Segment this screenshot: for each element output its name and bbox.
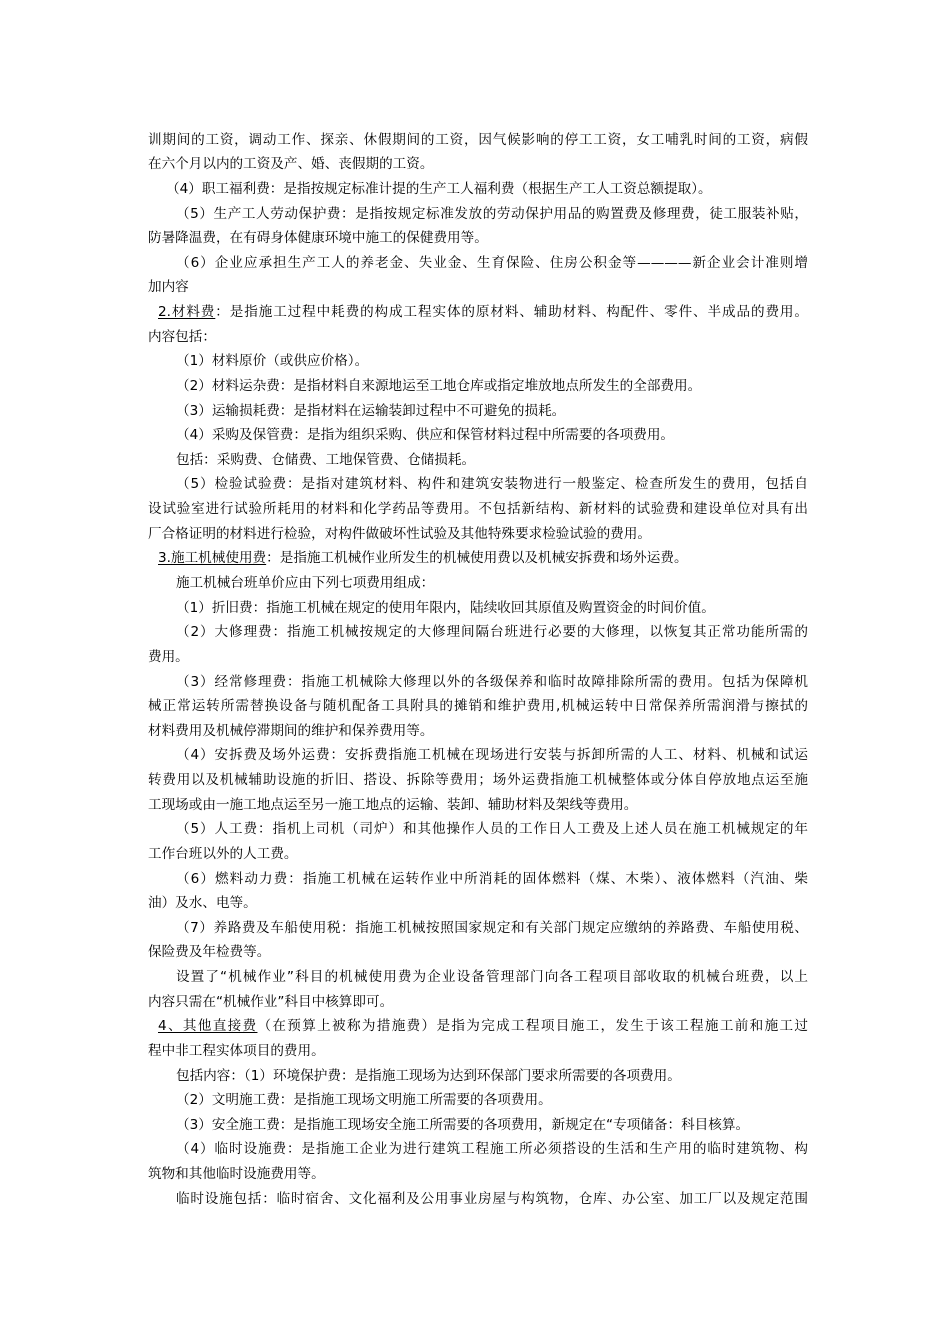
text-line: （2）材料运杂费：是指材料自来源地运至工地仓库或指定堆放地点所发生的全部费用。 [176,378,702,394]
text-line: （4）职工福利费：是指按规定标准计提的生产工人福利费（根据生产工人工资总额提取）。 [166,181,712,197]
text-line: 设置了“机械作业”科目的机械使用费为企业设备管理部门向各工程项目部收取的机械台班费，以上 [176,969,808,985]
section-heading-text: （在预算上被称为措施费）是指为完成工程项目施工，发生于该工程施工前和施工过 [257,1018,808,1034]
text-line: 临时设施包括：临时宿舍、文化福利及公用事业房屋与构筑物，仓库、办公室、加工厂以及规定范围 [176,1191,808,1207]
text-line: （6）燃料动力费：指施工机械在运转作业中所消耗的固体燃料（煤、木柴）、液体燃料（汽油、柴 [176,871,808,887]
text-line: 训期间的工资，调动工作、探亲、休假期间的工资，因气候影响的停工工资，女工哺乳时间的工资，病假 [148,132,808,148]
text-line: （5）检验试验费：是指对建筑材料、构件和建筑安装物进行一般鉴定、检查所发生的费用，包括自 [176,476,808,492]
text-line: （3）安全施工费：是指施工现场安全施工所需要的各项费用，新规定在“专项储备：科目核算。 [176,1117,750,1133]
text-line: 工作台班以外的人工费。 [148,846,298,862]
text-line: 包括：采购费、仓储费、工地保管费、仓储损耗。 [176,452,476,468]
section-heading-materials [158,303,808,321]
text-line: 内容只需在“机械作业”科目中核算即可。 [148,994,394,1010]
text-line: （4）采购及保管费：是指为组织采购、供应和保管材料过程中所需要的各项费用。 [176,427,675,443]
text-line: （2）文明施工费：是指施工现场文明施工所需要的各项费用。 [176,1092,552,1108]
text-line: 厂合格证明的材料进行检验，对构件做破坏性试验及其他特殊要求检验试验的费用。 [148,526,651,542]
text-line: 油）及水、电等。 [148,895,257,911]
text-line: （7）养路费及车船使用税：指施工机械按照国家规定和有关部门规定应缴纳的养路费、车船使用税、 [176,920,808,936]
text-line: （3）经常修理费：指施工机械除大修理以外的各级保养和临时故障排除所需的费用。包括为保障机 [176,674,808,690]
text-line: 转费用以及机械辅助设施的折旧、搭设、拆除等费用；场外运费指施工机械整体或分体自停放地点运至施 [148,772,808,788]
text-line: 设试验室进行试验所耗用的材料和化学药品等费用。不包括新结构、新材料的试验费和建设单位对具有出 [148,501,808,517]
text-line: 械正常运转所需替换设备与随机配备工具附具的摊销和维护费用,机械运转中日常保养所需润滑与擦拭的 [148,698,808,714]
text-line: 工现场或由一施工地点运至另一施工地点的运输、装卸、辅助材料及架线等费用。 [148,797,638,813]
text-line: （4）安拆费及场外运费：安拆费指施工机械在现场进行安装与拆卸所需的人工、材料、机械和试运 [176,747,808,763]
section-title-other-direct: 4、其他直接费 [158,1018,258,1034]
text-line: （6）企业应承担生产工人的养老金、失业金、生育保险、住房公积金等————新企业会计准则增 [176,255,808,271]
text-line: 内容包括： [148,329,216,345]
section-heading-machinery [158,549,808,567]
text-line: 防暑降温费，在有碍身体健康环境中施工的保健费用等。 [148,230,488,246]
section-title-machinery: 3.施工机械使用费 [158,550,267,566]
section-heading-text: ：是指施工过程中耗费的构成工程实体的原材料、辅助材料、构配件、零件、半成品的费用。 [215,304,808,320]
section-heading-other-direct [158,1017,808,1035]
text-line: 程中非工程实体项目的费用。 [148,1043,325,1059]
text-line: （4）临时设施费：是指施工企业为进行建筑工程施工所必须搭设的生活和生产用的临时建筑物、构 [176,1141,808,1157]
text-line: （2）大修理费：指施工机械按规定的大修理间隔台班进行必要的大修理，以恢复其正常功能所需的 [176,624,808,640]
text-line: （5）人工费：指机上司机（司炉）和其他操作人员的工作日人工费及上述人员在施工机械规定的年 [176,821,808,837]
section-title-materials: 2.材料费 [158,304,216,320]
text-line: （1）材料原价（或供应价格）。 [176,353,369,369]
text-line: （1）折旧费：指施工机械在规定的使用年限内，陆续收回其原值及购置资金的时间价值。 [176,600,715,616]
text-line: （5）生产工人劳动保护费：是指按规定标准发放的劳动保护用品的购置费及修理费，徒工服装补贴， [176,206,808,222]
text-line: 包括内容：（1）环境保护费：是指施工现场为达到环保部门要求所需要的各项费用。 [176,1068,681,1084]
text-line: 加内容 [148,279,189,295]
text-line: 在六个月以内的工资及产、婚、丧假期的工资。 [148,156,434,172]
text-line: 材料费用及机械停滞期间的维护和保养费用等。 [148,723,434,739]
section-heading-text: ：是指施工机械作业所发生的机械使用费以及机械安拆费和场外运费。 [266,550,688,566]
text-line: 筑物和其他临时设施费用等。 [148,1166,325,1182]
text-line: 保险费及年检费等。 [148,944,271,960]
text-line: 费用。 [148,649,189,665]
text-line: （3）运输损耗费：是指材料在运输装卸过程中不可避免的损耗。 [176,403,566,419]
text-line: 施工机械台班单价应由下列七项费用组成： [176,575,435,591]
